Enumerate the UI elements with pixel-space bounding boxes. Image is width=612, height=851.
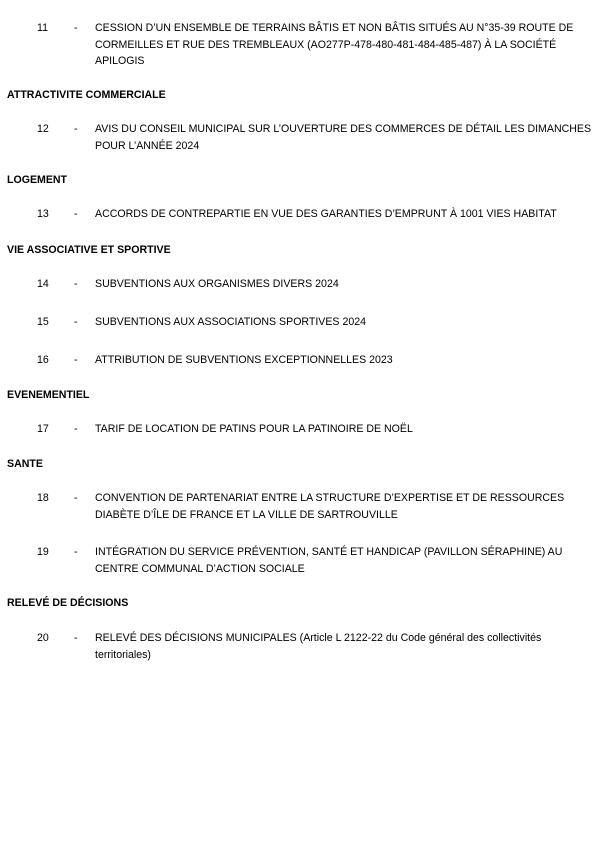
item-text: [95, 206, 600, 223]
item-text-line: CORMEILLES ET RUE DES TREMBLEAUX (AO277P-478-480-481-484-485-487) À LA SOCIÉTÉ: [95, 38, 557, 51]
item-text-line: INTÉGRATION DU SERVICE PRÉVENTION, SANTÉ ET HANDICAP (PAVILLON SÉRAPHINE) AU: [95, 546, 563, 558]
item-dash: -: [74, 354, 78, 366]
item-dash: -: [74, 632, 78, 644]
item-text-line: ATTRIBUTION DE SUBVENTIONS EXCEPTIONNELLES 2023: [95, 354, 393, 366]
item-text-line: TARIF DE LOCATION DE PATINS POUR LA PATINOIRE DE NOËL: [95, 423, 413, 435]
item-text: [95, 121, 600, 154]
item-text: [95, 544, 600, 577]
item-text: [95, 421, 600, 438]
item-dash: -: [74, 546, 78, 558]
item-number: 20: [37, 632, 49, 644]
item-dash: -: [74, 492, 78, 504]
item-number: 13: [37, 208, 49, 220]
item-text: [95, 630, 600, 663]
item-text: [95, 314, 600, 331]
item-dash: -: [74, 22, 78, 34]
item-text-line: APILOGIS: [95, 55, 145, 67]
item-number: 11: [37, 22, 48, 34]
section-heading-releve: RELEVÉ DE DÉCISIONS: [7, 597, 129, 609]
item-text-line: SUBVENTIONS AUX ASSOCIATIONS SPORTIVES 2024: [95, 316, 367, 328]
item-text-line: ACCORDS DE CONTREPARTIE EN VUE DES GARANTIES D’EMPRUNT À 1001 VIES HABITAT: [95, 208, 557, 220]
item-dash: -: [74, 423, 78, 435]
item-text: [95, 20, 600, 70]
item-number: 12: [37, 123, 49, 135]
item-number: 19: [37, 546, 49, 558]
item-text: [95, 490, 600, 523]
section-heading-vie-associative: VIE ASSOCIATIVE ET SPORTIVE: [7, 244, 171, 256]
section-heading-logement: LOGEMENT: [7, 174, 68, 186]
item-text-line: DIABÈTE D’ÎLE DE FRANCE ET LA VILLE DE SARTROUVILLE: [95, 508, 398, 521]
section-heading-attractivite: ATTRACTIVITE COMMERCIALE: [7, 89, 166, 101]
item-number: 18: [37, 492, 49, 504]
item-text-line: CONVENTION DE PARTENARIAT ENTRE LA STRUCTURE D’EXPERTISE ET DE RESSOURCES: [95, 492, 565, 504]
item-number: 17: [37, 423, 49, 435]
item-number: 15: [37, 316, 49, 328]
item-dash: -: [74, 316, 78, 328]
item-text-line: RELEVÉ DES DÉCISIONS MUNICIPALES (Article L 2122-22 du Code général des collectivités: [95, 632, 542, 644]
item-text-line: CESSION D’UN ENSEMBLE DE TERRAINS BÂTIS ET NON BÂTIS SITUÉS AU N°35-39 ROUTE DE: [95, 22, 574, 34]
item-text-line: AVIS DU CONSEIL MUNICIPAL SUR L’OUVERTURE DES COMMERCES DE DÉTAIL LES DIMANCHES: [95, 123, 592, 135]
item-text-line: POUR L’ANNÉE 2024: [95, 139, 200, 152]
item-text: [95, 276, 600, 293]
item-text-line: CENTRE COMMUNAL D’ACTION SOCIALE: [95, 562, 305, 575]
item-text-line: SUBVENTIONS AUX ORGANISMES DIVERS 2024: [95, 278, 339, 290]
item-number: 14: [37, 278, 49, 290]
item-dash: -: [74, 208, 78, 220]
item-text: [95, 352, 600, 369]
item-dash: -: [74, 278, 78, 290]
item-number: 16: [37, 354, 49, 366]
section-heading-evenementiel: EVENEMENTIEL: [7, 389, 90, 401]
section-heading-sante: SANTE: [7, 458, 43, 470]
item-text-line: territoriales): [95, 648, 151, 661]
item-dash: -: [74, 123, 78, 135]
